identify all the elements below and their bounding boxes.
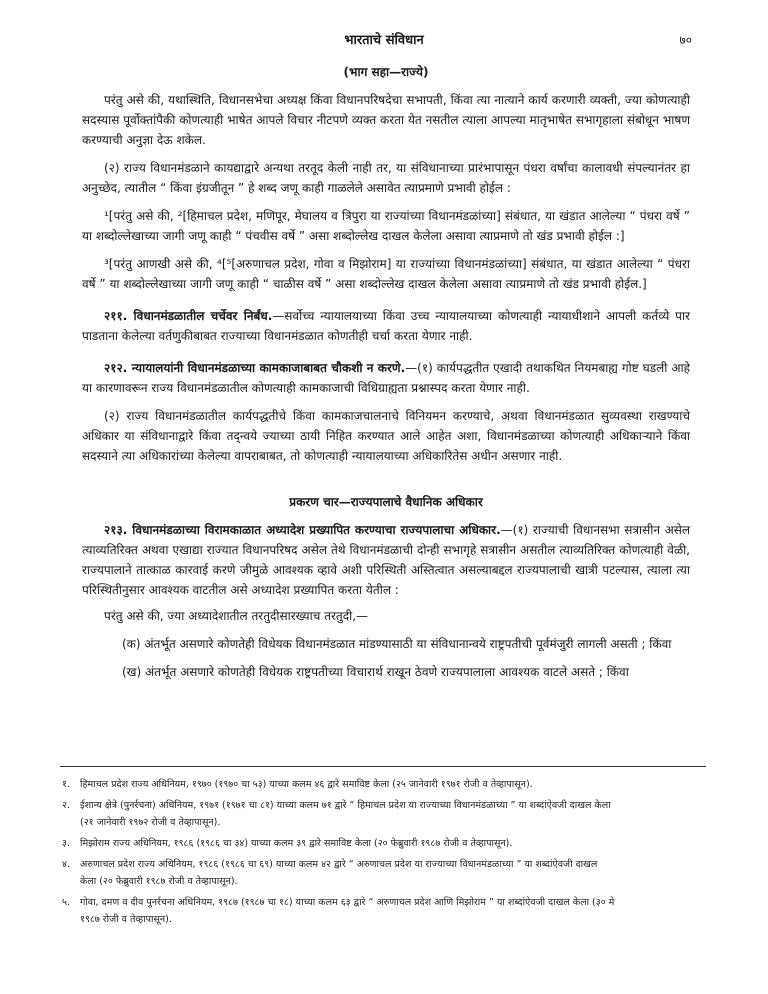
page-title: भारताचे संविधान <box>344 33 424 48</box>
footnote-5: ५. गोवा, दमण व दीव पुनर्रचना अधिनियम, १९८७ (१९८७ चा १८) याच्या कलम ६३ द्वारे “ अरुणाचल प्रदेश आणि मिझोराम ” या शब्दांऐवजी दाखल केला (३० मे १९८७ रोजी व तेव्हापासून). <box>62 897 615 925</box>
section-212 <box>82 358 690 398</box>
page-header <box>0 30 768 50</box>
paragraph-clause-2: (२) राज्य विधानमंडळाने कायद्याद्वारे अन्यथा तरतूद केली नाही तर, या संविधानाच्या प्रारंभापासून पंधरा वर्षांचा कालावधी संपल्यानंतर हा अनुच्छेद, त्यातील “ किंवा इंग्रजीतून ” हे शब्द जणू काही गाळलेले असावेत त्याप्रमाणे प्रभावी होईल : <box>82 161 690 195</box>
paragraph-proviso-forty-years: ³[परंतु आणखी असे की, ⁴[⁵[अरुणाचल प्रदेश, गोवा व मिझोराम] या राज्यांच्या विधानमंडळांच्या] संबंधात, या खंडात आलेल्या “ पंधरा वर्षे ” या शब्दोल्लेखाच्या जागी जणू काही “ चाळीस वर्षे ” असा शब्दोल्लेख दाखल केलेला असावा त्याप्रमाणे तो खंड प्रभावी होईल.] <box>82 257 690 291</box>
section-211-heading: २११. विधानमंडळातील चर्चेवर निर्बंध. <box>104 309 273 323</box>
list-item-ka: (क) अंतर्भूत असणारे कोणतेही विधेयक विधानमंडळात मांडण्यासाठी या संविधानान्वये राष्ट्रपतीची पूर्वमंजुरी लागली असती ; किंवा <box>122 637 672 651</box>
part-heading: (भाग सहा—राज्ये) <box>343 65 429 79</box>
section-212-clause-2: (२) राज्य विधानमंडळातील कार्यपद्धतीचे किंवा कामकाजचालनाचे विनियमन करण्याचे, अथवा विधानमंडळात सुव्यवस्था राखण्याचे अधिकार या संविधानाद्वारे किंवा तद्न्वये ज्याच्या ठायी निहित करण्यात आले आहेत अशा, विधानमंडळाच्या कोणत्याही अधिकाऱ्याने किंवा सदस्याने त्या अधिकारांच्या केलेल्या वापराबाबत, तो कोणत्याही न्यायालयाच्या अधिकारितेस अधीन असणार नाही. <box>82 409 690 463</box>
section-213 <box>82 520 690 600</box>
footnotes <box>62 776 706 928</box>
section-211-text: —सर्वोच्च न्यायालयाच्या किंवा उच्च न्यायालयाच्या कोणत्याही न्यायाधीशाने आपली कर्तव्ये पार पाडताना केलेल्या वर्तणुकीबाबत राज्याच्या विधानमंडळात कोणतीही चर्चा करता येणार नाही. <box>82 309 690 343</box>
section-213-text: —(१) राज्याची विधानसभा सत्रासीन असेल त्याव्यतिरिक्त अथवा एखाद्या राज्यात विधानपरिषद असेल तेथे विधानमंडळाची दोन्ही सभागृहे सत्रासीन असतील त्याव्यतिरिक्त कोणत्याही वेळी, राज्यपालाने तात्काळ कारवाई करणे जीमुळे आवश्यक व्हावे अशी परिस्थिती अस्तित्वात असल्याबद्दल राज्यपालाची खात्री पटल्यास, त्याला त्या परिस्थितीनुसार आवश्यक वाटतील असे अध्यादेश प्रख्यापित करता येतील : <box>82 523 690 597</box>
section-211 <box>82 306 690 346</box>
page-number: ७० <box>679 33 692 47</box>
footnote-4: ४. अरुणाचल प्रदेश राज्य अधिनियम, १९८६ (१९८६ चा ६९) याच्या कलम ४२ द्वारे “ अरुणाचल प्रदेश या राज्याच्या विधानमंडळाच्या ” या शब्दांऐवजी दाखल केला (२० फेब्रुवारी १९८७ रोजी व तेव्हापासून). <box>62 859 598 887</box>
section-212-text: —(१) कार्यपद्धतीत एखादी तथाकथित नियमबाह्य गोष्ट घडली आहे या कारणावरून राज्य विधानमंडळातील कोणत्याही कामकाजाची विधिग्राह्यता प्रश्नास्पद करता येणार नाही. <box>82 361 690 395</box>
footnote-2: २. ईशान्य क्षेत्रे (पुनर्रचना) अधिनियम, १९७१ (१९७१ चा ८१) याच्या कलम ७१ द्वारे “ हिमाचल प्रदेश या राज्याच्या विधानमंडळाच्या ” या शब्दांऐवजी दाखल केला (२१ जानेवारी १९७२ रोजी व तेव्हापासून). <box>62 800 611 828</box>
chapter-heading: प्रकरण चार—राज्यपालाचे वैधानिक अधिकार <box>289 495 483 509</box>
footnote-1: १. हिमाचल प्रदेश राज्य अधिनियम, १९७० (१९७० चा ५३) याच्या कलम ४६ द्वारे समाविष्ट केला (२५ जानेवारी १९७१ रोजी व तेव्हापासून). <box>62 779 533 790</box>
document-body <box>82 62 690 682</box>
paragraph-proviso-speech: परंतु असे की, यथास्थिति, विधानसभेचा अध्यक्ष किंवा विधानपरिषदेचा सभापती, किंवा त्या नात्याने कार्य करणारी व्यक्ती, ज्या कोणत्याही सदस्यास पूर्वोक्तांपैकी कोणत्याही भाषेत आपले विचार नीटपणे व्यक्त करता येत नसतील त्याला आपल्या मातृभाषेत सभागृहाला संबोधून भाषण करण्याची अनुज्ञा देऊ शकेल. <box>82 93 690 147</box>
footnote-divider <box>60 766 706 767</box>
list-item-kha: (ख) अंतर्भूत असणारे कोणतेही विधेयक राष्ट्रपतीच्या विचारार्थ राखून ठेवणे राज्यपालाला आवश्यक वाटले असते ; किंवा <box>122 665 629 679</box>
paragraph-proviso-fifteen-years: ¹[परंतु असे की, ²[हिमाचल प्रदेश, मणिपूर, मेघालय व त्रिपुरा या राज्यांच्या विधानमंडळांच्या] संबंधात, या खंडात आलेल्या “ पंधरा वर्षे ” या शब्दोल्लेखाच्या जागी जणू काही “ पंचवीस वर्षे ” असा शब्दोल्लेख दाखल केलेला असावा त्याप्रमाणे तो खंड प्रभावी होईल :] <box>82 209 690 243</box>
footnote-3: ३. मिझोराम राज्य अधिनियम, १९८६ (१९८६ चा ३४) याच्या कलम ३९ द्वारे समाविष्ट केला (२० फेब्रुवारी १९८७ रोजी व तेव्हापासून). <box>62 838 513 849</box>
section-212-heading: २१२. न्यायालयांनी विधानमंडळाच्या कामकाजाबाबत चौकशी न करणे. <box>104 361 406 375</box>
section-213-heading: २१३. विधानमंडळाच्या विरामकाळात अध्यादेश प्रख्यापित करण्याचा राज्यपालाचा अधिकार. <box>104 523 501 537</box>
proviso-line: परंतु असे की, ज्या अध्यादेशातील तरतुदीसारख्याच तरतुदी,— <box>104 609 369 623</box>
